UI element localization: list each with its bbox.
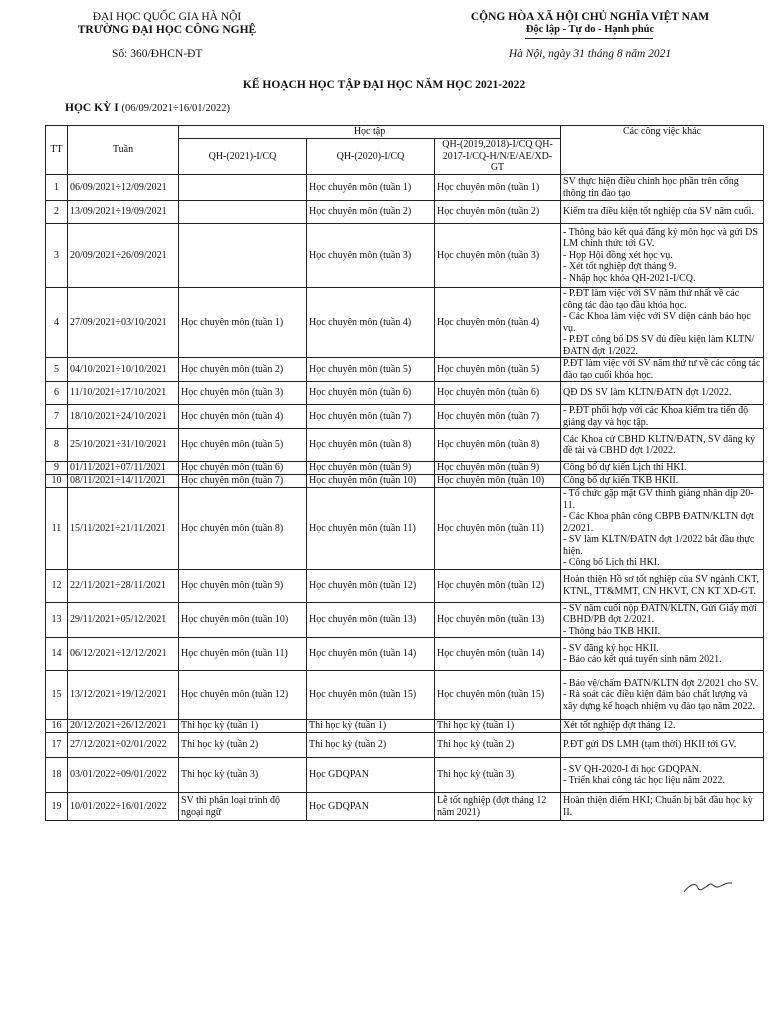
qh2021-cell: Học chuyên môn (tuần 11) bbox=[179, 638, 307, 671]
qh2020-cell: Học chuyên môn (tuần 11) bbox=[307, 488, 435, 570]
institution-parent: ĐẠI HỌC QUỐC GIA HÀ NỘI bbox=[92, 11, 242, 23]
row-number: 1 bbox=[46, 175, 68, 201]
other-tasks-cell bbox=[561, 793, 764, 821]
qh2021-cell: Học chuyên môn (tuần 6) bbox=[179, 462, 307, 475]
qh2020-cell: Học chuyên môn (tuần 10) bbox=[307, 475, 435, 488]
other-task-line: - Các Khoa phân công CBPB ĐATN/KLTN đợt 2/2021. bbox=[563, 511, 754, 534]
table-row bbox=[46, 175, 764, 201]
other-tasks-cell bbox=[561, 224, 764, 288]
week-cell: 13/12/2021÷19/12/2021 bbox=[68, 671, 179, 720]
qh2019-cell: Học chuyên môn (tuần 2) bbox=[435, 201, 561, 224]
other-tasks-cell bbox=[561, 602, 764, 638]
week-cell: 08/11/2021÷14/11/2021 bbox=[68, 475, 179, 488]
other-task-line: - SV làm KLTN/ĐATN đợt 1/2022 bắt đầu thực hiện. bbox=[563, 534, 755, 557]
institution-name: TRƯỜNG ĐẠI HỌC CÔNG NGHỆ bbox=[77, 24, 257, 36]
table-row bbox=[46, 638, 764, 671]
qh2020-cell: Học chuyên môn (tuần 12) bbox=[307, 569, 435, 602]
qh2021-cell: SV thi phân loại trình độ ngoại ngữ bbox=[179, 793, 307, 821]
week-cell: 15/11/2021÷21/11/2021 bbox=[68, 488, 179, 570]
page-title: KẾ HOẠCH HỌC TẬP ĐẠI HỌC NĂM HỌC 2021-2022 bbox=[242, 79, 526, 91]
table-row bbox=[46, 671, 764, 720]
document-date: Hà Nội, ngày 31 tháng 8 năm 2021 bbox=[508, 48, 672, 60]
other-task-line: - Rà soát các điều kiện đảm bảo chất lượng và xây dựng kế hoạch nhiệm vụ đào tạo năm 2022. bbox=[563, 689, 756, 712]
row-number: 11 bbox=[46, 488, 68, 570]
other-task-line: Các Khoa cử CBHD KLTN/ĐATN, SV đăng ký đề tài và CBHD đợt 1/2022. bbox=[563, 433, 756, 456]
other-task-line: Hoàn thiện điểm HKI; Chuẩn bị bắt đầu học kỳ II. bbox=[563, 795, 753, 818]
qh2019-cell: Học chuyên môn (tuần 6) bbox=[435, 382, 561, 405]
nation-title: CỘNG HÒA XÃ HỘI CHỦ NGHĨA VIỆT NAM bbox=[470, 11, 710, 23]
header-col-qh2019: QH-(2019,2018)-I/CQ QH-2017-I/CQ-H/N/E/AE/XD-GT bbox=[435, 139, 561, 175]
table-row bbox=[46, 793, 764, 821]
qh2021-cell: Học chuyên môn (tuần 9) bbox=[179, 569, 307, 602]
header-other: Các công việc khác bbox=[561, 126, 764, 175]
week-cell: 29/11/2021÷05/12/2021 bbox=[68, 602, 179, 638]
week-cell: 04/10/2021÷10/10/2021 bbox=[68, 358, 179, 382]
other-tasks-cell bbox=[561, 358, 764, 382]
other-task-line: Công bố dự kiến Lịch thi HKI. bbox=[563, 462, 687, 474]
row-number: 13 bbox=[46, 602, 68, 638]
other-task-line: - Nhập học khóa QH-2021-I/CQ. bbox=[563, 272, 696, 284]
qh2021-cell bbox=[179, 175, 307, 201]
semester-label: HỌC KỲ I bbox=[65, 102, 119, 114]
qh2020-cell: Học chuyên môn (tuần 15) bbox=[307, 671, 435, 720]
qh2019-cell: Học chuyên môn (tuần 15) bbox=[435, 671, 561, 720]
qh2021-cell: Học chuyên môn (tuần 1) bbox=[179, 288, 307, 358]
other-tasks-cell bbox=[561, 382, 764, 405]
week-cell: 27/12/2021÷02/01/2022 bbox=[68, 733, 179, 758]
other-task-line: - SV năm cuối nộp ĐATN/KLTN, Gửi Giấy mời CBHD/PB đợt 2/2021. bbox=[563, 602, 757, 625]
row-number: 10 bbox=[46, 475, 68, 488]
week-cell: 06/12/2021÷12/12/2021 bbox=[68, 638, 179, 671]
row-number: 7 bbox=[46, 405, 68, 429]
signature-mark bbox=[680, 876, 740, 898]
qh2019-cell: Học chuyên môn (tuần 14) bbox=[435, 638, 561, 671]
other-task-line: - Thông báo kết quả đăng ký môn học và gửi DS LM chính thức tới GV. bbox=[563, 226, 758, 250]
qh2020-cell: Học GDQPAN bbox=[307, 793, 435, 821]
header-col-qh2021: QH-(2021)-I/CQ bbox=[179, 139, 307, 175]
other-task-line: - P.ĐT làm việc với SV năm thứ nhất về các công tác đào tạo đầu khóa học. bbox=[563, 288, 740, 311]
other-task-line: P.ĐT làm việc với SV năm thứ tư về các công tác đào tạo cuối khóa học. bbox=[563, 358, 761, 381]
row-number: 15 bbox=[46, 671, 68, 720]
row-number: 12 bbox=[46, 569, 68, 602]
header-study: Học tập bbox=[179, 126, 561, 139]
row-number: 8 bbox=[46, 429, 68, 462]
document-number: Số: 360/ĐHCN-ĐT bbox=[112, 48, 203, 60]
row-number: 4 bbox=[46, 288, 68, 358]
qh2019-cell: Học chuyên môn (tuần 13) bbox=[435, 602, 561, 638]
table-row bbox=[46, 758, 764, 793]
qh2021-cell: Học chuyên môn (tuần 4) bbox=[179, 405, 307, 429]
row-number: 3 bbox=[46, 224, 68, 288]
other-task-line: - Thông báo TKB HKII. bbox=[563, 625, 661, 637]
qh2021-cell: Học chuyên môn (tuần 12) bbox=[179, 671, 307, 720]
qh2020-cell: Học GDQPAN bbox=[307, 758, 435, 793]
other-task-line: Công bố dự kiến TKB HKII. bbox=[563, 475, 679, 487]
other-task-line: - Triển khai công tác học liệu năm 2022. bbox=[563, 775, 725, 786]
other-task-line: P.ĐT gửi DS LMH (tạm thời) HKII tới GV. bbox=[563, 739, 737, 751]
header-tt: TT bbox=[46, 126, 68, 175]
header-week: Tuần bbox=[68, 126, 179, 175]
other-tasks-cell bbox=[561, 671, 764, 720]
qh2020-cell: Học chuyên môn (tuần 8) bbox=[307, 429, 435, 462]
other-task-line: Xét tốt nghiệp đợt tháng 12. bbox=[563, 720, 676, 732]
week-cell: 18/10/2021÷24/10/2021 bbox=[68, 405, 179, 429]
qh2020-cell: Thi học kỳ (tuần 2) bbox=[307, 733, 435, 758]
table-row bbox=[46, 201, 764, 224]
motto-underline bbox=[525, 38, 653, 39]
week-cell: 13/09/2021÷19/09/2021 bbox=[68, 201, 179, 224]
qh2019-cell: Học chuyên môn (tuần 1) bbox=[435, 175, 561, 201]
table-row bbox=[46, 358, 764, 382]
qh2020-cell: Học chuyên môn (tuần 4) bbox=[307, 288, 435, 358]
qh2021-cell: Thi học kỳ (tuần 3) bbox=[179, 758, 307, 793]
other-tasks-cell bbox=[561, 429, 764, 462]
other-task-line: Hoàn thiện Hồ sơ tốt nghiệp của SV ngành CKT, KTNL, TT&MMT, CN HKVT, CN KT XD-GT. bbox=[563, 574, 760, 597]
nation-motto: Độc lập - Tự do - Hạnh phúc bbox=[525, 24, 655, 35]
table-row bbox=[46, 462, 764, 475]
qh2021-cell: Học chuyên môn (tuần 7) bbox=[179, 475, 307, 488]
study-plan-table bbox=[45, 125, 764, 821]
other-tasks-cell bbox=[561, 720, 764, 733]
qh2021-cell bbox=[179, 224, 307, 288]
other-task-line: - Công bố Lịch thi HKI. bbox=[563, 557, 660, 568]
other-tasks-cell bbox=[561, 733, 764, 758]
week-cell: 10/01/2022÷16/01/2022 bbox=[68, 793, 179, 821]
qh2021-cell: Học chuyên môn (tuần 3) bbox=[179, 382, 307, 405]
row-number: 16 bbox=[46, 720, 68, 733]
qh2020-cell: Học chuyên môn (tuần 14) bbox=[307, 638, 435, 671]
table-row bbox=[46, 224, 764, 288]
week-cell: 22/11/2021÷28/11/2021 bbox=[68, 569, 179, 602]
qh2021-cell: Thi học kỳ (tuần 1) bbox=[179, 720, 307, 733]
other-tasks-cell bbox=[561, 758, 764, 793]
qh2020-cell: Học chuyên môn (tuần 3) bbox=[307, 224, 435, 288]
qh2019-cell: Học chuyên môn (tuần 3) bbox=[435, 224, 561, 288]
week-cell: 11/10/2021÷17/10/2021 bbox=[68, 382, 179, 405]
qh2020-cell: Thi học kỳ (tuần 1) bbox=[307, 720, 435, 733]
table-row bbox=[46, 429, 764, 462]
row-number: 14 bbox=[46, 638, 68, 671]
qh2021-cell: Học chuyên môn (tuần 8) bbox=[179, 488, 307, 570]
qh2020-cell: Học chuyên môn (tuần 1) bbox=[307, 175, 435, 201]
table-row bbox=[46, 602, 764, 638]
row-number: 19 bbox=[46, 793, 68, 821]
row-number: 17 bbox=[46, 733, 68, 758]
row-number: 9 bbox=[46, 462, 68, 475]
row-number: 5 bbox=[46, 358, 68, 382]
qh2020-cell: Học chuyên môn (tuần 6) bbox=[307, 382, 435, 405]
qh2019-cell: Thi học kỳ (tuần 3) bbox=[435, 758, 561, 793]
table-row bbox=[46, 405, 764, 429]
other-tasks-cell bbox=[561, 462, 764, 475]
qh2019-cell: Học chuyên môn (tuần 8) bbox=[435, 429, 561, 462]
row-number: 2 bbox=[46, 201, 68, 224]
qh2021-cell: Học chuyên môn (tuần 2) bbox=[179, 358, 307, 382]
other-tasks-cell bbox=[561, 638, 764, 671]
qh2019-cell: Học chuyên môn (tuần 9) bbox=[435, 462, 561, 475]
other-task-line: - Các Khoa làm việc với SV diện cảnh báo học vụ. bbox=[563, 311, 751, 334]
header-col-qh2020: QH-(2020)-I/CQ bbox=[307, 139, 435, 175]
week-cell: 01/11/2021÷07/11/2021 bbox=[68, 462, 179, 475]
qh2019-cell: Thi học kỳ (tuần 2) bbox=[435, 733, 561, 758]
table-row bbox=[46, 382, 764, 405]
week-cell: 03/01/2022÷09/01/2022 bbox=[68, 758, 179, 793]
qh2020-cell: Học chuyên môn (tuần 13) bbox=[307, 602, 435, 638]
semester-heading bbox=[65, 102, 230, 114]
qh2019-cell: Học chuyên môn (tuần 12) bbox=[435, 569, 561, 602]
other-task-line: - P.ĐT công bố DS SV đủ điều kiện làm KLTN/ĐATN đợt 1/2022. bbox=[563, 334, 755, 357]
qh2020-cell: Học chuyên môn (tuần 7) bbox=[307, 405, 435, 429]
week-cell: 20/09/2021÷26/09/2021 bbox=[68, 224, 179, 288]
qh2021-cell bbox=[179, 201, 307, 224]
qh2019-cell: Học chuyên môn (tuần 11) bbox=[435, 488, 561, 570]
other-tasks-cell bbox=[561, 201, 764, 224]
qh2020-cell: Học chuyên môn (tuần 5) bbox=[307, 358, 435, 382]
other-tasks-cell bbox=[561, 405, 764, 429]
other-task-line: QĐ DS SV làm KLTN/ĐATN đợt 1/2022. bbox=[563, 387, 732, 399]
other-task-line: - Bảo vệ/chấm ĐATN/KLTN đợt 2/2021 cho SV. bbox=[563, 677, 759, 689]
table-row bbox=[46, 475, 764, 488]
other-task-line: - P.ĐT phối hợp với các Khoa kiểm tra tiến độ giảng dạy và học tập. bbox=[563, 405, 749, 428]
other-task-line: - Báo cáo kết quả tuyển sinh năm 2021. bbox=[563, 654, 722, 665]
week-cell: 20/12/2021÷26/12/2021 bbox=[68, 720, 179, 733]
qh2019-cell: Học chuyên môn (tuần 5) bbox=[435, 358, 561, 382]
table-row bbox=[46, 720, 764, 733]
other-tasks-cell bbox=[561, 488, 764, 570]
row-number: 6 bbox=[46, 382, 68, 405]
table-row bbox=[46, 288, 764, 358]
other-task-line: SV thực hiện điều chỉnh học phần trên cổng thông tin đào tạo bbox=[563, 176, 739, 199]
week-cell: 06/09/2021÷12/09/2021 bbox=[68, 175, 179, 201]
other-task-line: - SV đăng ký học HKII. bbox=[563, 642, 659, 654]
qh2019-cell: Học chuyên môn (tuần 7) bbox=[435, 405, 561, 429]
other-task-line: - SV QH-2020-I đi học GDQPAN. bbox=[563, 763, 702, 775]
qh2021-cell: Học chuyên môn (tuần 10) bbox=[179, 602, 307, 638]
qh2021-cell: Học chuyên môn (tuần 5) bbox=[179, 429, 307, 462]
other-task-line: Kiểm tra điều kiện tốt nghiệp của SV năm cuối. bbox=[563, 206, 754, 218]
qh2020-cell: Học chuyên môn (tuần 2) bbox=[307, 201, 435, 224]
semester-range: (06/09/2021÷16/01/2022) bbox=[121, 103, 230, 114]
qh2019-cell: Học chuyên môn (tuần 10) bbox=[435, 475, 561, 488]
qh2019-cell: Lễ tốt nghiệp (đợt tháng 12 năm 2021) bbox=[435, 793, 561, 821]
other-tasks-cell bbox=[561, 288, 764, 358]
qh2020-cell: Học chuyên môn (tuần 9) bbox=[307, 462, 435, 475]
table-row bbox=[46, 733, 764, 758]
other-tasks-cell bbox=[561, 175, 764, 201]
qh2021-cell: Thi học kỳ (tuần 2) bbox=[179, 733, 307, 758]
table-row bbox=[46, 488, 764, 570]
other-task-line: - Xét tốt nghiệp đợt tháng 9. bbox=[563, 261, 677, 273]
other-task-line: - Họp Hội đồng xét học vụ. bbox=[563, 249, 673, 261]
other-tasks-cell bbox=[561, 569, 764, 602]
week-cell: 25/10/2021÷31/10/2021 bbox=[68, 429, 179, 462]
table-row bbox=[46, 569, 764, 602]
qh2019-cell: Học chuyên môn (tuần 4) bbox=[435, 288, 561, 358]
other-tasks-cell bbox=[561, 475, 764, 488]
row-number: 18 bbox=[46, 758, 68, 793]
qh2019-cell: Thi học kỳ (tuần 1) bbox=[435, 720, 561, 733]
week-cell: 27/09/2021÷03/10/2021 bbox=[68, 288, 179, 358]
other-task-line: - Tổ chức gặp mặt GV thỉnh giảng nhân dịp 20-11. bbox=[563, 488, 754, 511]
